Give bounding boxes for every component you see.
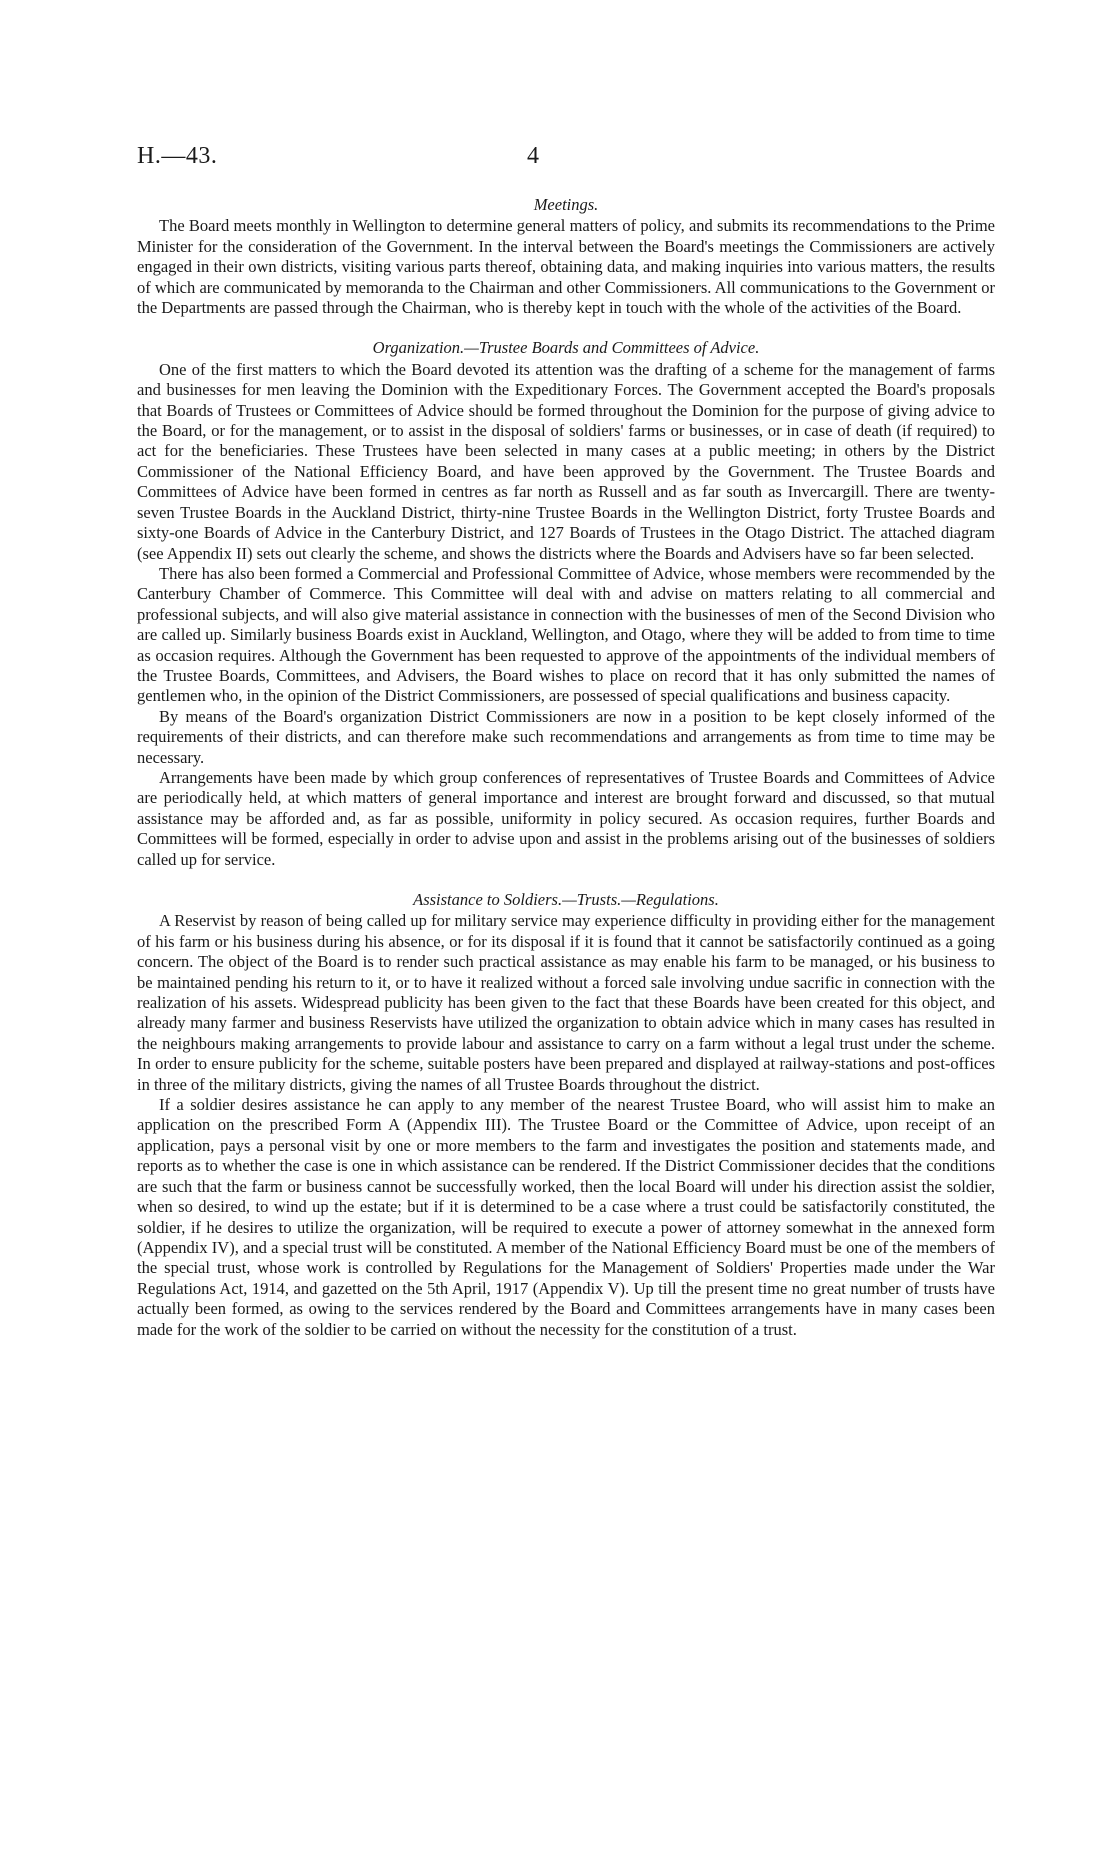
paragraph: The Board meets monthly in Wellington to determine general matters of policy, and submits its recommendations to the Prime Minister for the consideration of the Government. In the interval between the Board's meetings the Commissioners are actively engaged in their own districts, visiting various parts thereof, obtaining data, and making inquiries into various matters, the results of which are communicated by memoranda to the Chairman and other Commissioners. All communications to the Government or the Departments are passed through the Chairman, who is thereby kept in touch with the whole of the activities of the Board.	[137, 216, 995, 318]
section-heading: Assistance to Soldiers.—Trusts.—Regulations.	[413, 890, 719, 909]
paragraph: If a soldier desires assistance he can apply to any member of the nearest Trustee Board, who will assist him to make an application on the prescribed Form A (Appendix III). The Trustee Board or the Committee of Advice, upon receipt of an application, pays a personal visit by one or more members to the farm and investigates the position and statements made, and reports as to whether the case is one in which assistance can be rendered. If the District Commissioner decides that the conditions are such that the farm or business cannot be successfully worked, then the local Board will under his direction assist the soldier, when so desired, to wind up the estate; but if it is determined to be a case where a trust could be satisfactorily constituted, the soldier, if he desires to utilize the organization, will be required to execute a power of attorney somewhat in the annexed form (Appendix IV), and a special trust will be constituted. A member of the National Efficiency Board must be one of the members of the special trust, whose work is controlled by Regulations for the Management of Soldiers' Properties made under the War Regulations Act, 1914, and gazetted on the 5th April, 1917 (Appendix V). Up till the present time no great number of trusts have actually been formed, as owing to the services rendered by the Board and Committees arrangements have in many cases been made for the work of the soldier to be carried on without the necessity for the constitution of a trust.	[137, 1095, 995, 1339]
paragraph: Arrangements have been made by which group conferences of representatives of Trustee Boards and Committees of Advice are periodically held, at which matters of general importance and interest are brought forward and discussed, so that mutual assistance may be afforded and, as far as possible, uniformity in policy secured. As occasion requires, further Boards and Committees will be formed, especially in order to advise upon and assist in the problems arising out of the businesses of soldiers called up for service.	[137, 767, 995, 869]
section-heading: Organization.—Trustee Boards and Committees of Advice.	[372, 338, 760, 358]
document-body	[137, 195, 995, 1340]
section-heading: Meetings.	[533, 195, 599, 214]
section-meetings	[137, 195, 995, 318]
paragraph: A Reservist by reason of being called up for military service may experience difficulty in providing either for the management of his farm or his business during his absence, or for its disposal if it is found that it cannot be satisfactorily continued as a going concern. The object of the Board is to render such practical assistance as may enable his farm to be managed, or his business to be maintained pending his return to it, or to have it realized without a forced sale involving undue sacrific in connection with the realization of his assets. Widespread publicity has been given to the fact that these Boards have been created for this object, and already many farmer and business Reservists have utilized the organization to obtain advice which in many cases has resulted in the neighbours making arrangements to provide labour and assistance to carry on a farm without a legal trust under the scheme. In order to ensure publicity for the scheme, suitable posters have been prepared and displayed at railway-stations and post-offices in three of the military districts, giving the names of all Trustee Boards throughout the district.	[137, 911, 995, 1094]
paragraph: One of the first matters to which the Board devoted its attention was the drafting of a scheme for the management of farms and businesses for men leaving the Dominion with the Expeditionary Forces. The Government accepted the Board's proposals that Boards of Trustees or Committees of Advice should be formed throughout the Dominion for the purpose of giving advice to the Board, or for the management, or to assist in the disposal of soldiers' farms or businesses, or in case of death (if required) to act for the beneficiaries. These Trustees have been selected in many cases at a public meeting; in others by the District Commissioner of the National Efficiency Board, and have been approved by the Government. The Trustee Boards and Committees of Advice have been formed in centres as far north as Russell and as far south as Invercargill. There are twenty-seven Trustee Boards in the Auckland District, thirty-nine Trustee Boards in the Wellington District, forty Trustee Boards and sixty-one Boards of Advice in the Canterbury District, and 127 Boards of Trustees in the Otago District. The attached diagram (see Appendix II) sets out clearly the scheme, and shows the districts where the Boards and Advisers have so far been selected.	[137, 359, 995, 563]
paragraph: There has also been formed a Commercial and Professional Committee of Advice, whose members were recommended by the Canterbury Chamber of Commerce. This Committee will deal with and advise on matters relating to all commercial and professional subjects, and will also give material assistance in connection with the businesses of men of the Second Division who are called up. Similarly business Boards exist in Auckland, Wellington, and Otago, where they will be added to from time to time as occasion requires. Although the Government has been requested to approve of the appointments of the individual members of the Trustee Boards, Committees, and Advisers, the Board wishes to place on record that it has only submitted the names of gentlemen who, in the opinion of the District Commissioners, are possessed of special qualifications and business capacity.	[137, 563, 995, 706]
section-assistance	[137, 890, 995, 1340]
section-organization	[137, 338, 995, 870]
page-number: 4	[527, 143, 539, 169]
paragraph: By means of the Board's organization District Commissioners are now in a position to be kept closely informed of the requirements of their districts, and can therefore make such recommendations and arrangements as from time to time may be necessary.	[137, 706, 995, 767]
document-reference: H.—43.	[137, 143, 218, 169]
